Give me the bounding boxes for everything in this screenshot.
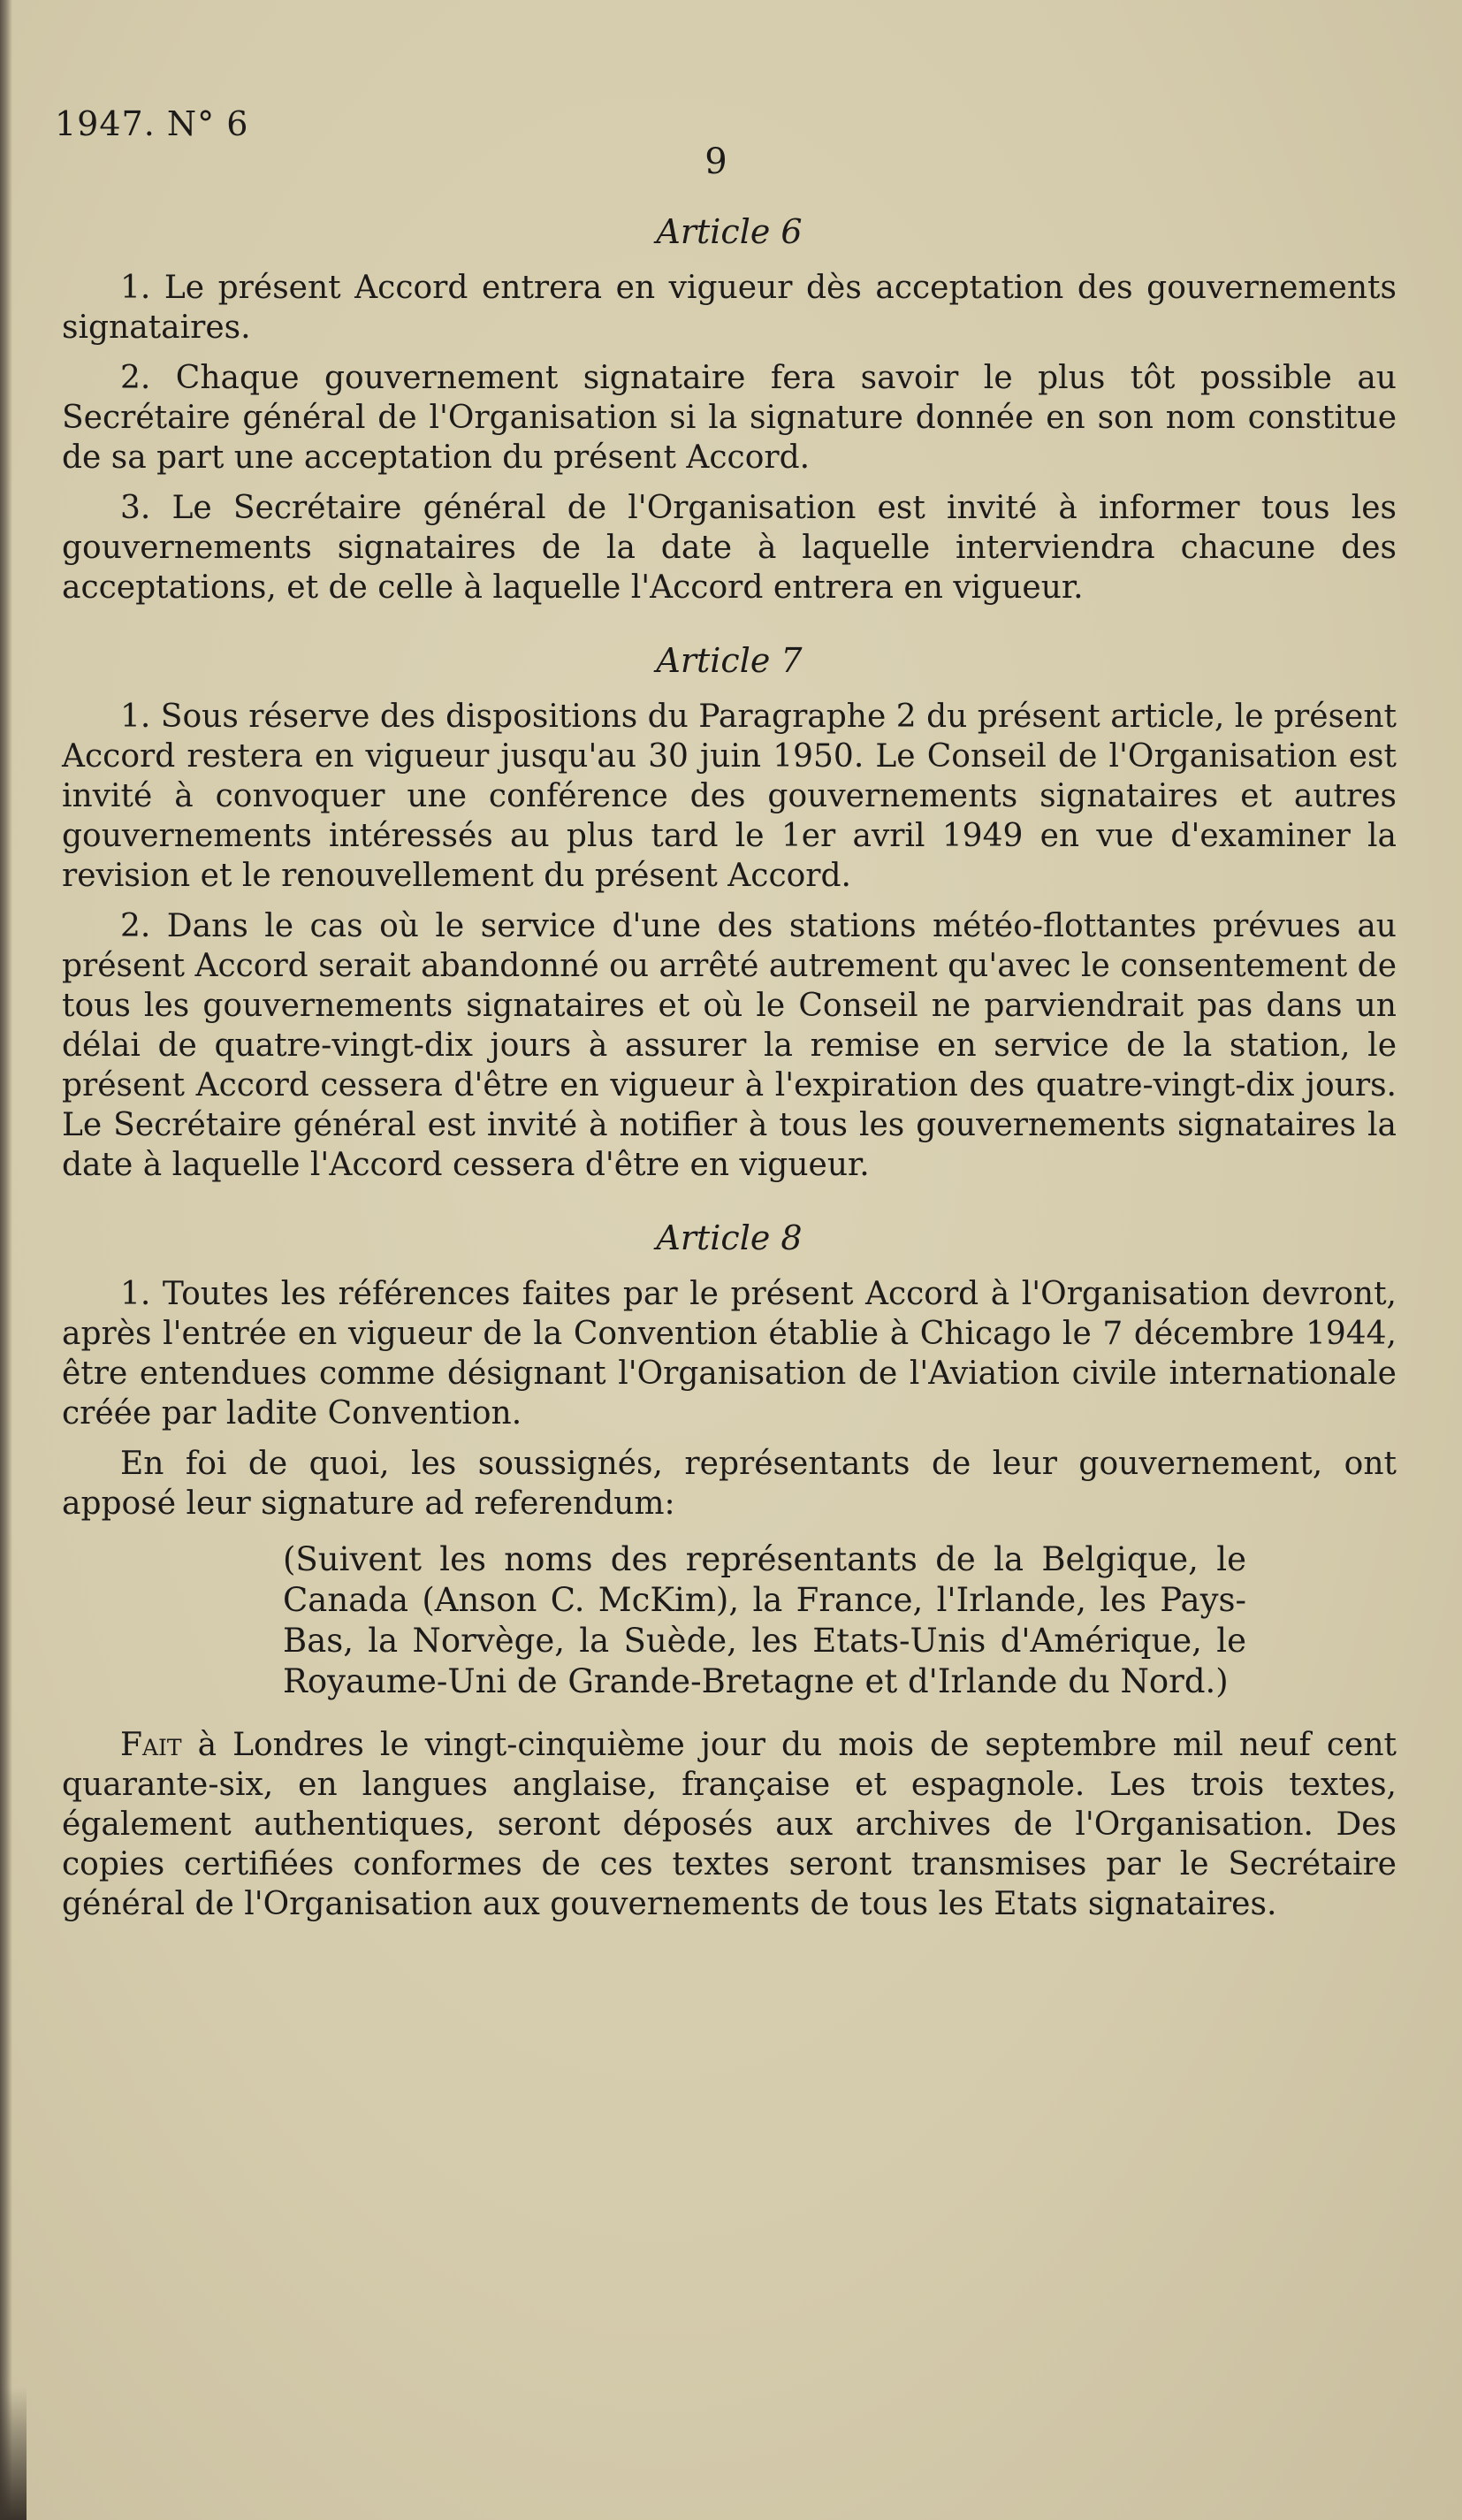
witness-clause: En foi de quoi, les soussignés, représentants de leur gouvernement, ont apposé leur signature ad referendum: — [62, 1446, 1397, 1522]
document-body — [62, 212, 1397, 1935]
closing-paragraph — [62, 1725, 1397, 1924]
book-spine-shadow — [0, 0, 12, 2520]
signatories-note: (Suivent les noms des représentants de la Belgique, le Canada (Anson C. McKim), la France, l'Irlande, les Pays-Bas, la Norvège, la Suède, les Etats-Unis d'Amérique, le Royaume-Uni de Grande-Bretagne et d'Irlande du Nord.) — [283, 1540, 1246, 1700]
spacer — [62, 1195, 1397, 1218]
article-6-title: Article 6 — [656, 212, 803, 251]
article-7-paragraph-1: 1. Sous réserve des dispositions du Paragraphe 2 du présent article, le présent Accord restera en vigueur jusqu'au 30 juin 1950. Le Conseil de l'Organisation est invité à convoquer une conférence des gouvernements signataires et autres gouvernements intéressés au plus tard le 1er avril 1949 en vue d'examiner la revision et le renouvellement du présent Accord. — [62, 699, 1397, 894]
article-7-paragraph-2: 2. Dans le cas où le service d'une des stations météo-flottantes prévues au présent Accord serait abandonné ou arrêté autrement qu'avec le consentement de tous les gouvernements signataires et où le Conseil ne parviendrait pas dans un délai de quatre-vingt-dix jours à assurer la remise en service de la station, le présent Accord cessera d'être en vigueur à l'expiration des quatre-vingt-dix jours. Le Secrétaire général est invité à notifier à tous les gouvernements signataires la date à laquelle l'Accord cessera d'être en vigueur. — [62, 908, 1397, 1183]
spacer — [62, 618, 1397, 641]
page-number: 9 — [704, 141, 727, 182]
document-id: 1947. N° 6 — [55, 104, 249, 143]
closing-text: à Londres le vingt-cinquième jour du mois de septembre mil neuf cent quarante-six, en langues anglaise, française et espagnole. Les trois textes, également authentiques, seront déposés aux archives de l'Organisation. Des copies certifiées conformes de ces textes seront transmises par le Secrétaire général de l'Organisation aux gouvernements de tous les Etats signataires. — [62, 1727, 1397, 1922]
article-6-paragraph-3: 3. Le Secrétaire général de l'Organisation est invité à informer tous les gouvernements signataires de la date à laquelle interviendra chacune des acceptations, et de celle à laquelle l'Accord entrera en vigueur. — [62, 490, 1397, 606]
article-8-title: Article 8 — [656, 1218, 803, 1257]
article-8-paragraph-1: 1. Toutes les références faites par le présent Accord à l'Organisation devront, après l'entrée en vigueur de la Convention établie à Chicago le 7 décembre 1944, être entendues comme désignant l'Organisation de l'Aviation civile internationale créée par ladite Convention. — [62, 1276, 1397, 1432]
closing-lead-word: Fait — [120, 1727, 182, 1763]
article-7-title: Article 7 — [656, 641, 803, 680]
page-corner-shadow — [0, 2387, 27, 2520]
article-6-paragraph-1: 1. Le présent Accord entrera en vigueur dès acceptation des gouvernements signataires. — [62, 270, 1397, 346]
article-6-paragraph-2: 2. Chaque gouvernement signataire fera savoir le plus tôt possible au Secrétaire général de l'Organisation si la signature donnée en son nom constitue de sa part une acceptation du présent Accord. — [62, 360, 1397, 476]
